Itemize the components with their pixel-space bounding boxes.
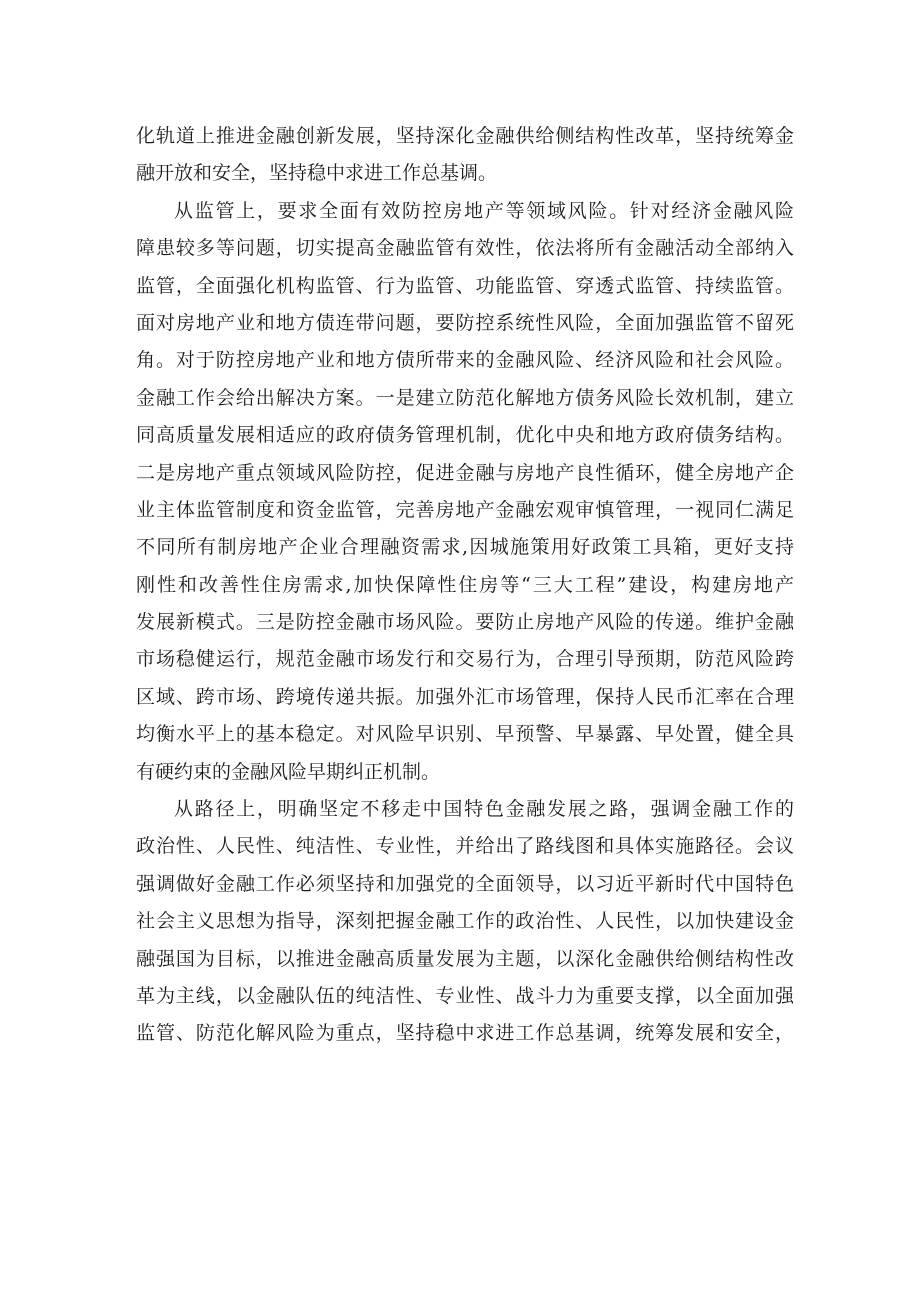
paragraph-line: 发展新模式。三是防控金融市场风险。要防止房地产风险的传递。维护金融 [136,611,794,634]
paragraph-line: 从监管上，要求全面有效防控房地产等领域风险。针对经济金融风险 [174,199,794,222]
paragraph-line: 金融工作会给出解决方案。一是建立防范化解地方债务风险长效机制，建立 [136,386,794,409]
paragraph-line: 监管，全面强化机构监管、行为监管、功能监管、穿透式监管、持续监管。 [136,274,794,297]
paragraph-line: 面对房地产业和地方债连带问题，要防控系统性风险，全面加强监管不留死 [136,311,794,334]
paragraph-line: 二是房地产重点领域风险防控，促进金融与房地产良性循环，健全房地产企 [136,461,794,484]
paragraph-line: 同高质量发展相适应的政府债务管理机制，优化中央和地方政府债务结构。 [136,424,794,447]
paragraph-line: 社会主义思想为指导，深刻把握金融工作的政治性、人民性，以加快建设金 [136,910,794,933]
paragraph-line: 革为主线，以金融队伍的纯洁性、专业性、战斗力为重要支撑，以全面加强 [136,984,794,1007]
paragraph-line: 融开放和安全，坚持稳中求进工作总基调。 [136,162,498,185]
paragraph-line: 不同所有制房地产企业合理融资需求,因城施策用好政策工具箱，更好支持 [136,536,794,559]
paragraph-line: 化轨道上推进金融创新发展，坚持深化金融供给侧结构性改革，坚持统筹金 [136,125,794,147]
paragraph-line: 从路径上，明确坚定不移走中国特色金融发展之路，强调金融工作的 [174,798,794,821]
document-body [136,118,794,1053]
paragraph-line: 均衡水平上的基本稳定。对风险早识别、早预警、早暴露、早处置，健全具 [136,723,794,746]
paragraph-line: 市场稳健运行，规范金融市场发行和交易行为，合理引导预期，防范风险跨 [136,648,794,671]
paragraph-line: 角。对于防控房地产业和地方债所带来的金融风险、经济风险和社会风险。 [136,349,794,372]
paragraph-line: 强调做好金融工作必须坚持和加强党的全面领导，以习近平新时代中国特色 [136,872,794,895]
paragraph-line: 刚性和改善性住房需求,加快保障性住房等“三大工程”建设，构建房地产 [136,573,794,596]
paragraph-line: 融强国为目标，以推进金融高质量发展为主题，以深化金融供给侧结构性改 [136,947,794,970]
paragraph-line: 区域、跨市场、跨境传递共振。加强外汇市场管理，保持人民币汇率在合理 [136,685,794,708]
paragraph-line: 政治性、人民性、纯洁性、专业性，并给出了路线图和具体实施路径。会议 [136,835,794,858]
paragraph-line: 监管、防范化解风险为重点，坚持稳中求进工作总基调，统筹发展和安全， [136,1022,794,1045]
paragraph-line: 有硬约束的金融风险早期纠正机制。 [136,760,441,783]
paragraph-line: 业主体监管制度和资金监管，完善房地产金融宏观审慎管理，一视同仁满足 [136,498,794,521]
paragraph-line: 障患较多等问题，切实提高金融监管有效性，依法将所有金融活动全部纳入 [136,237,794,260]
